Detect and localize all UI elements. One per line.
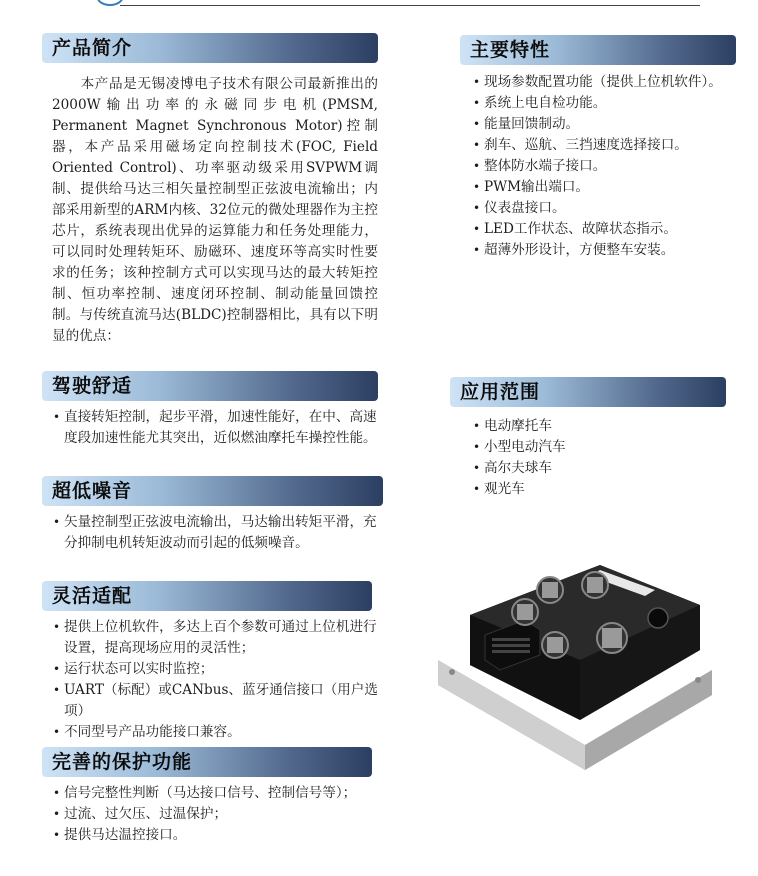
list-item: • 系统上电自检功能。 [472, 93, 722, 114]
features-list [472, 72, 722, 261]
list-item: • 小型电动汽车 [472, 437, 712, 458]
intro-text: 本产品是无锡凌博电子技术有限公司最新推出的2000W输出功率的永磁同步电机(PMSM, Permanent Magnet Synchronous Motor)控制器，本产品采用磁场定向控制技术(FOC, Field Oriented Control)、功率驱动级采用SVPWM调制、提供给马达三相矢量控制型正弦波电流输出；内部采用新型的ARM内核、32位元的微处理器作为主控芯片，系统表现出优异的运算能力和任务处理能力，可以同时处理转矩环、励磁环、速度环等高实时性要求的任务；该种控制方式可以实现马达的最大转矩控制、恒功率控制、速度闭环控制、制动能量回馈控制。与传统直流马达(BLDC)控制器相比，具有以下明显的优点： [52, 76, 378, 344]
section-header-flexible: 灵活适配 [42, 581, 372, 611]
list-item: • LED工作状态、故障状态指示。 [472, 219, 722, 240]
section-header-comfort: 驾驶舒适 [42, 371, 378, 401]
list-item: • 高尔夫球车 [472, 458, 712, 479]
section-header-intro: 产品简介 [42, 33, 378, 63]
flexible-list [52, 617, 378, 743]
list-item: • 提供上位机软件，多达上百个参数可通过上位机进行设置，提高现场应用的灵活性； [52, 617, 378, 659]
section-header-features: 主要特性 [460, 35, 736, 65]
comfort-list [52, 407, 378, 449]
list-item: • 过流、过欠压、过温保护； [52, 804, 378, 825]
list-item: • 电动摩托车 [472, 416, 712, 437]
list-item: • 直接转矩控制，起步平滑，加速性能好，在中、高速度段加速性能尤其突出，近似燃油摩托车操控性能。 [52, 407, 378, 449]
list-item: • UART（标配）或CANbus、蓝牙通信接口（用户选项） [52, 680, 378, 722]
controller-photo [430, 560, 720, 780]
list-item: • 矢量控制型正弦波电流输出，马达输出转矩平滑，充分抑制电机转矩波动而引起的低频噪音。 [52, 512, 378, 554]
list-item: • 观光车 [472, 479, 712, 500]
list-item: • 信号完整性判断（马达接口信号、控制信号等）； [52, 783, 378, 804]
list-item: • 超薄外形设计，方便整车安装。 [472, 240, 722, 261]
applications-list [472, 416, 712, 500]
protection-list [52, 783, 378, 846]
section-header-applications: 应用范围 [450, 377, 726, 407]
list-item: • PWM输出端口。 [472, 177, 722, 198]
list-item: • 刹车、巡航、三挡速度选择接口。 [472, 135, 722, 156]
intro-paragraph [52, 74, 378, 347]
list-item: • 不同型号产品功能接口兼容。 [52, 722, 378, 743]
list-item: • 仪表盘接口。 [472, 198, 722, 219]
list-item: • 提供马达温控接口。 [52, 825, 378, 846]
motor-controller-icon [430, 560, 720, 780]
list-item: • 运行状态可以实时监控； [52, 659, 378, 680]
section-header-protection: 完善的保护功能 [42, 747, 372, 777]
list-item: • 整体防水端子接口。 [472, 156, 722, 177]
noise-list [52, 512, 378, 554]
section-header-noise: 超低噪音 [42, 476, 383, 506]
list-item: • 现场参数配置功能（提供上位机软件）。 [472, 72, 722, 93]
top-divider [120, 5, 700, 6]
list-item: • 能量回馈制动。 [472, 114, 722, 135]
